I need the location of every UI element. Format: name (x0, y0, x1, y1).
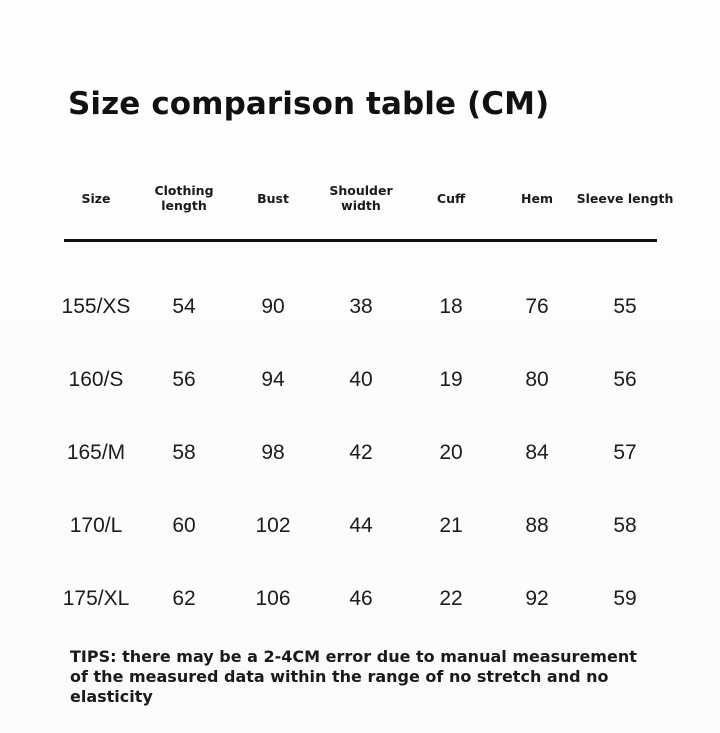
shoulder-width-cell: 38 (349, 295, 373, 318)
header-size: Size (81, 190, 111, 206)
clothing-length-cell: 58 (172, 441, 196, 464)
shoulder-width-cell: 46 (349, 587, 373, 610)
header-shoulder-width: Shoulder width (329, 183, 393, 213)
sleeve-length-cell: 58 (613, 514, 637, 537)
sleeve-length-cell: 56 (613, 368, 637, 391)
hem-cell: 80 (525, 368, 549, 391)
header-sleeve-length: Sleeve length (576, 190, 674, 206)
table-header (52, 178, 672, 218)
size-cell: 170/L (69, 514, 123, 537)
table-row (0, 287, 720, 327)
table-row (0, 360, 720, 400)
bust-cell: 106 (255, 587, 291, 610)
header-bust: Bust (257, 190, 289, 206)
size-cell: 155/XS (61, 295, 131, 318)
header-hem: Hem (521, 190, 553, 206)
hem-cell: 76 (525, 295, 549, 318)
hem-cell: 92 (525, 587, 549, 610)
clothing-length-cell: 62 (172, 587, 196, 610)
size-cell: 175/XL (62, 587, 130, 610)
header-clothing-length: Clothing length (154, 183, 214, 213)
shoulder-width-cell: 42 (349, 441, 373, 464)
clothing-length-cell: 54 (172, 295, 196, 318)
table-row (0, 433, 720, 473)
clothing-length-cell: 56 (172, 368, 196, 391)
sleeve-length-cell: 57 (613, 441, 637, 464)
clothing-length-cell: 60 (172, 514, 196, 537)
header-cuff: Cuff (436, 190, 466, 206)
cuff-cell: 19 (439, 368, 463, 391)
hem-cell: 84 (525, 441, 549, 464)
table-row (0, 506, 720, 546)
cuff-cell: 22 (439, 587, 463, 610)
cuff-cell: 20 (439, 441, 463, 464)
measurement-tips: TIPS: there may be a 2-4CM error due to manual measurement of the measured data within the range of no stretch and no elasticity (70, 647, 637, 706)
bust-cell: 94 (261, 368, 285, 391)
hem-cell: 88 (525, 514, 549, 537)
page-title: Size comparison table (CM) (68, 86, 550, 122)
shoulder-width-cell: 40 (349, 368, 373, 391)
bust-cell: 98 (261, 441, 285, 464)
size-cell: 160/S (68, 368, 124, 391)
size-cell: 165/M (66, 441, 126, 464)
cuff-cell: 21 (439, 514, 463, 537)
bust-cell: 102 (255, 514, 291, 537)
cuff-cell: 18 (439, 295, 463, 318)
table-row (0, 579, 720, 619)
shoulder-width-cell: 44 (349, 514, 373, 537)
sleeve-length-cell: 55 (613, 295, 637, 318)
bust-cell: 90 (261, 295, 285, 318)
sleeve-length-cell: 59 (613, 587, 637, 610)
header-divider (64, 239, 657, 242)
